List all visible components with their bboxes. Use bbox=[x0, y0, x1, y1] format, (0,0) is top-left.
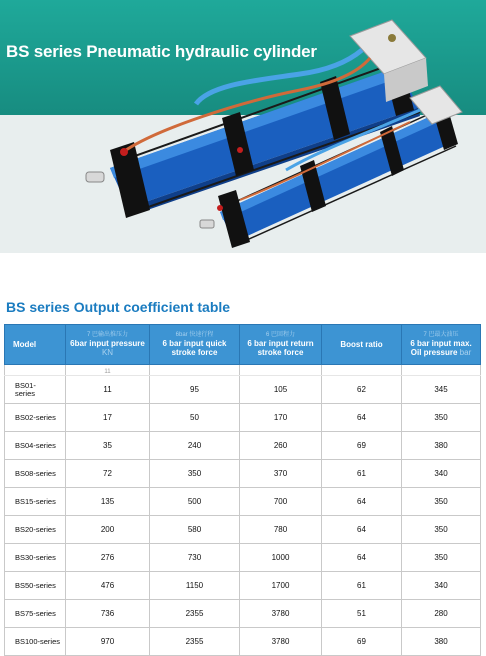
table-gap-row bbox=[5, 365, 481, 376]
table-cell bbox=[322, 365, 402, 376]
output-coefficient-table bbox=[4, 324, 481, 656]
table-cell: 200 bbox=[66, 516, 150, 544]
header-max-oil-pressure bbox=[402, 325, 481, 365]
model-cell: BS01-series bbox=[5, 376, 66, 404]
model-cell: BS50-series bbox=[5, 572, 66, 600]
table-cell: 736 bbox=[66, 600, 150, 628]
header-return-stroke bbox=[240, 325, 322, 365]
hero-banner bbox=[0, 0, 486, 253]
section-title: BS series Output coefficient table bbox=[6, 299, 231, 315]
table-cell: 350 bbox=[402, 544, 481, 572]
table-cell: 500 bbox=[150, 488, 240, 516]
table-cell: 280 bbox=[402, 600, 481, 628]
header-quick-stroke-cn: 6bar 快速行程 bbox=[175, 332, 214, 338]
table-cell: 3780 bbox=[240, 600, 322, 628]
table-cell: 62 bbox=[322, 376, 402, 404]
table-row bbox=[5, 572, 481, 600]
table-row bbox=[5, 404, 481, 432]
header-max-oil-pressure-label: 6 bar input max. Oil pressure bbox=[410, 339, 472, 357]
model-cell: BS20-series bbox=[5, 516, 66, 544]
header-max-oil-pressure-unit: bar bbox=[459, 348, 472, 357]
table-cell: 64 bbox=[322, 404, 402, 432]
model-cell: BS04-series bbox=[5, 432, 66, 460]
table-cell: 730 bbox=[150, 544, 240, 572]
table-row bbox=[5, 628, 481, 656]
table-cell: 370 bbox=[240, 460, 322, 488]
table-cell: 340 bbox=[402, 460, 481, 488]
table-cell: 350 bbox=[402, 404, 481, 432]
model-cell: BS75-series bbox=[5, 600, 66, 628]
model-cell: BS100-series bbox=[5, 628, 66, 656]
header-input-pressure bbox=[66, 325, 150, 365]
table-cell: 105 bbox=[240, 376, 322, 404]
table-cell: 970 bbox=[66, 628, 150, 656]
table-row bbox=[5, 600, 481, 628]
table-row bbox=[5, 460, 481, 488]
header-boost-ratio-label: Boost ratio bbox=[340, 340, 383, 349]
header-model bbox=[5, 325, 66, 365]
table-cell: 350 bbox=[150, 460, 240, 488]
table-cell: 170 bbox=[240, 404, 322, 432]
header-quick-stroke-label: 6 bar input quick stroke force bbox=[162, 339, 227, 357]
header-input-pressure-cn: 7 巴输出推压力 bbox=[86, 332, 128, 338]
table-cell: 1700 bbox=[240, 572, 322, 600]
table-cell: 17 bbox=[66, 404, 150, 432]
table-cell bbox=[240, 365, 322, 376]
table-cell: 276 bbox=[66, 544, 150, 572]
table-row bbox=[5, 488, 481, 516]
table-cell: 35 bbox=[66, 432, 150, 460]
table-cell: 345 bbox=[402, 376, 481, 404]
table-header-row bbox=[5, 325, 481, 365]
table-cell: 2355 bbox=[150, 628, 240, 656]
table-cell: 64 bbox=[322, 516, 402, 544]
table-cell bbox=[5, 365, 66, 376]
table-cell: 3780 bbox=[240, 628, 322, 656]
header-input-pressure-unit: KN bbox=[101, 348, 114, 357]
header-input-pressure-label: 6bar input pressure bbox=[70, 339, 145, 348]
model-cell: BS30-series bbox=[5, 544, 66, 572]
table-cell: 135 bbox=[66, 488, 150, 516]
model-cell: BS02-series bbox=[5, 404, 66, 432]
table-cell: 260 bbox=[240, 432, 322, 460]
table-cell: 61 bbox=[322, 572, 402, 600]
table-cell: 580 bbox=[150, 516, 240, 544]
header-model-label: Model bbox=[13, 340, 37, 349]
header-quick-stroke bbox=[150, 325, 240, 365]
header-boost-ratio bbox=[322, 325, 402, 365]
table-cell: 350 bbox=[402, 516, 481, 544]
table-cell bbox=[150, 365, 240, 376]
table-row bbox=[5, 516, 481, 544]
table-cell: 64 bbox=[322, 488, 402, 516]
table-cell bbox=[402, 365, 481, 376]
model-cell: BS08-series bbox=[5, 460, 66, 488]
header-max-oil-pressure-cn: 7 巴最大油压 bbox=[423, 332, 459, 338]
table-cell: 72 bbox=[66, 460, 150, 488]
table-cell: 2355 bbox=[150, 600, 240, 628]
table-cell: 61 bbox=[322, 460, 402, 488]
table-cell: 780 bbox=[240, 516, 322, 544]
table-cell: 1000 bbox=[240, 544, 322, 572]
table-cell: 1150 bbox=[150, 572, 240, 600]
table-cell: 380 bbox=[402, 628, 481, 656]
table-cell: 700 bbox=[240, 488, 322, 516]
table-row bbox=[5, 544, 481, 572]
table-row bbox=[5, 376, 481, 404]
header-return-stroke-label: 6 bar input return stroke force bbox=[247, 339, 314, 357]
model-cell: BS15-series bbox=[5, 488, 66, 516]
table-cell: 95 bbox=[150, 376, 240, 404]
table-cell: 476 bbox=[66, 572, 150, 600]
table-cell: 64 bbox=[322, 544, 402, 572]
table-cell: 11 bbox=[66, 365, 150, 376]
table-cell: 69 bbox=[322, 628, 402, 656]
table-cell: 50 bbox=[150, 404, 240, 432]
table-cell: 240 bbox=[150, 432, 240, 460]
table-cell: 51 bbox=[322, 600, 402, 628]
table-cell: 11 bbox=[66, 376, 150, 404]
table-cell: 69 bbox=[322, 432, 402, 460]
table-cell: 340 bbox=[402, 572, 481, 600]
table-cell: 380 bbox=[402, 432, 481, 460]
header-return-stroke-cn: 6 巴回程力 bbox=[265, 332, 295, 338]
hero-title: BS series Pneumatic hydraulic cylinder bbox=[6, 42, 317, 61]
cylinder-illustration bbox=[0, 0, 486, 253]
table-cell: 350 bbox=[402, 488, 481, 516]
table-row bbox=[5, 432, 481, 460]
